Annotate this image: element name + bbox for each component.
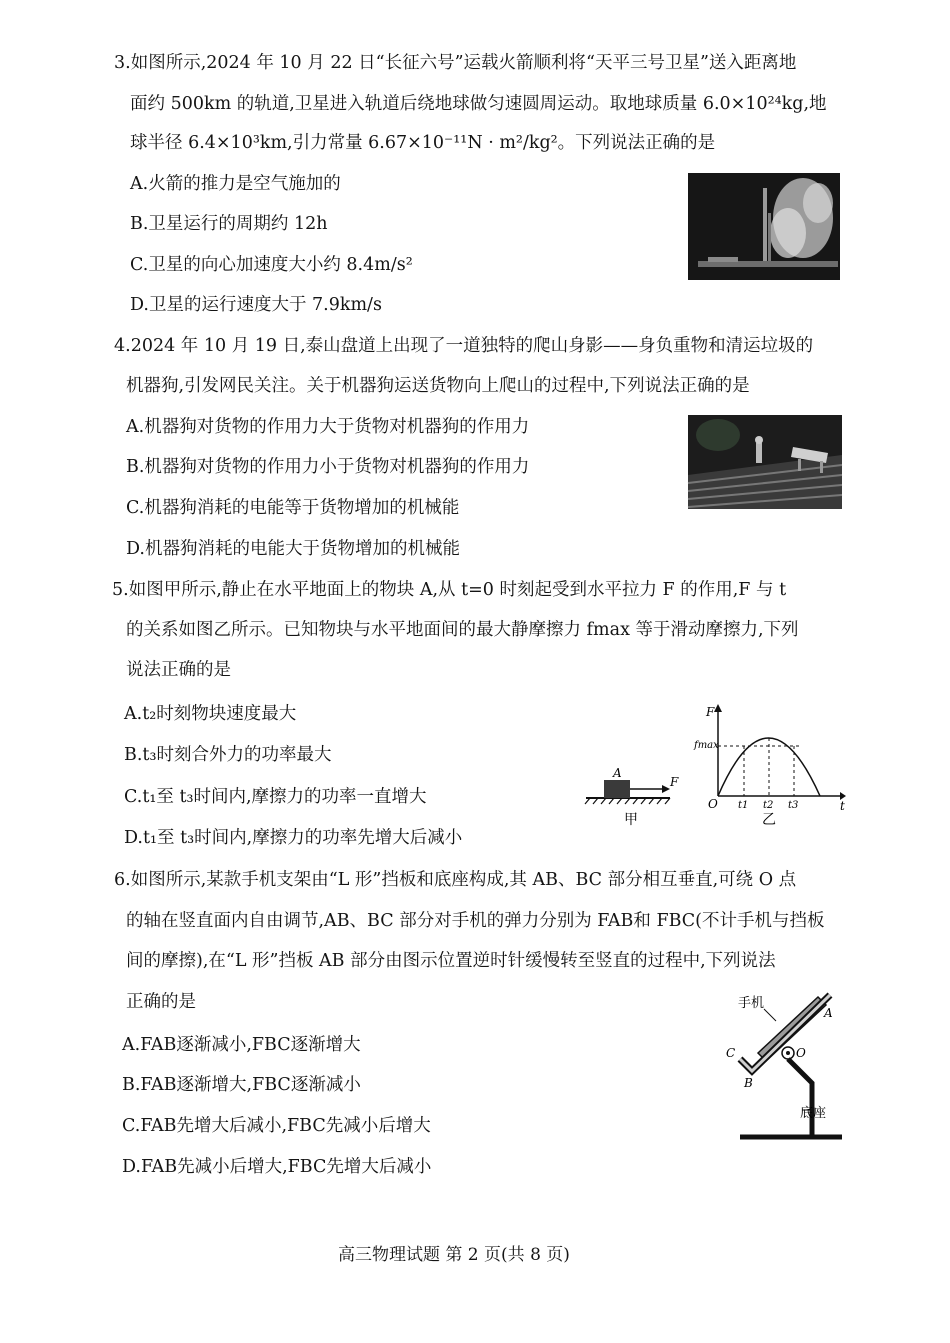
q5-option-c: C.t₁至 t₃时间内,摩擦力的功率一直增大 xyxy=(124,787,427,807)
pivot-center xyxy=(786,1051,790,1055)
point-a-label: A xyxy=(824,1006,833,1020)
q5-option-b: B.t₃时刻合外力的功率最大 xyxy=(124,745,332,765)
point-c-label: C xyxy=(726,1046,736,1060)
ground-hatching xyxy=(585,798,670,804)
figure-jia-caption: 甲 xyxy=(624,812,638,828)
rocket-launch-photo xyxy=(688,173,840,280)
q5-option-a: A.t₂时刻物块速度最大 xyxy=(124,704,297,724)
q4-option-b: B.机器狗对货物的作用力小于货物对机器狗的作用力 xyxy=(126,457,530,477)
q4-stem-line-1: 4.2024 年 10 月 19 日,泰山盘道上出现了一道独特的爬山身影——身负重物和清运垃圾的 xyxy=(114,336,814,356)
t-axis-label: t xyxy=(840,799,845,813)
q4-option-d: D.机器狗消耗的电能大于货物增加的机械能 xyxy=(126,539,460,559)
q3-stem-line-2: 面约 500km 的轨道,卫星进入轨道后绕地球做匀速圆周运动。取地球质量 6.0×10²⁴kg,地 xyxy=(130,94,827,114)
origin-label: O xyxy=(708,797,718,811)
figure-yi-graph xyxy=(694,700,850,830)
q5-stem-line-1: 5.如图甲所示,静止在水平地面上的物块 A,从 t=0 时刻起受到水平拉力 F 的作用,F 与 t xyxy=(112,580,787,600)
base-label: 底座 xyxy=(800,1106,827,1121)
q3-stem-line-3: 球半径 6.4×10³km,引力常量 6.67×10⁻¹¹N · m²/kg²。下列说法正确的是 xyxy=(130,133,716,153)
point-b-label: B xyxy=(744,1076,753,1090)
phone-label: 手机 xyxy=(738,996,765,1011)
q4-option-c: C.机器狗消耗的电能等于货物增加的机械能 xyxy=(126,498,460,518)
t2-label: t2 xyxy=(763,800,774,811)
q6-option-a: A.FAB逐渐减小,FBC逐渐增大 xyxy=(122,1035,361,1055)
q6-option-c: C.FAB先增大后减小,FBC先减小后增大 xyxy=(122,1116,431,1136)
fmax-label: fmax xyxy=(694,740,719,751)
q6-stem-line-2: 的轴在竖直面内自由调节,AB、BC 部分对手机的弹力分别为 FAB和 FBC(不计手机与挡板 xyxy=(126,911,825,931)
q5-stem-line-3: 说法正确的是 xyxy=(126,660,231,680)
q3-option-a: A.火箭的推力是空气施加的 xyxy=(130,174,341,194)
f-axis-label: F xyxy=(706,705,715,719)
q3-option-d: D.卫星的运行速度大于 7.9km/s xyxy=(130,295,382,315)
page-footer: 高三物理试题 第 2 页(共 8 页) xyxy=(338,1245,570,1265)
phone-stand-figure xyxy=(700,985,850,1150)
q3-option-c: C.卫星的向心加速度大小约 8.4m/s² xyxy=(130,255,413,275)
q5-stem-line-2: 的关系如图乙所示。已知物块与水平地面间的最大静摩擦力 fmax 等于滑动摩擦力,下列 xyxy=(126,620,799,640)
t1-label: t1 xyxy=(738,800,749,811)
q4-option-a: A.机器狗对货物的作用力大于货物对机器狗的作用力 xyxy=(126,417,530,437)
force-arrowhead xyxy=(662,785,670,793)
t3-label: t3 xyxy=(788,800,799,811)
force-label: F xyxy=(670,775,679,789)
phone-leader xyxy=(764,1009,776,1021)
point-o-label: O xyxy=(796,1046,806,1060)
block-a xyxy=(604,780,630,798)
robot-dog-stairs-photo xyxy=(688,415,842,509)
q6-stem-line-1: 6.如图所示,某款手机支架由“L 形”挡板和底座构成,其 AB、BC 部分相互垂直,可绕 O 点 xyxy=(114,870,797,890)
q3-option-b: B.卫星运行的周期约 12h xyxy=(130,214,328,234)
q3-stem-line-1: 3.如图所示,2024 年 10 月 22 日“长征六号”运载火箭顺利将“天平三号卫星”送入距离地 xyxy=(114,53,797,73)
figure-yi-caption: 乙 xyxy=(762,812,776,828)
stand-arm xyxy=(788,1059,812,1135)
block-label: A xyxy=(613,766,622,780)
q4-stem-line-2: 机器狗,引发网民关注。关于机器狗运送货物向上爬山的过程中,下列说法正确的是 xyxy=(126,376,750,396)
q6-option-d: D.FAB先减小后增大,FBC先增大后减小 xyxy=(122,1157,432,1177)
q6-option-b: B.FAB逐渐增大,FBC逐渐减小 xyxy=(122,1075,361,1095)
q6-stem-line-3: 间的摩擦),在“L 形”挡板 AB 部分由图示位置逆时针缓慢转至竖直的过程中,下列说法 xyxy=(126,951,776,971)
q6-stem-line-4: 正确的是 xyxy=(126,992,196,1012)
q5-option-d: D.t₁至 t₃时间内,摩擦力的功率先增大后减小 xyxy=(124,828,463,848)
f-axis-arrow xyxy=(714,704,722,712)
figure-jia-block xyxy=(582,760,682,830)
